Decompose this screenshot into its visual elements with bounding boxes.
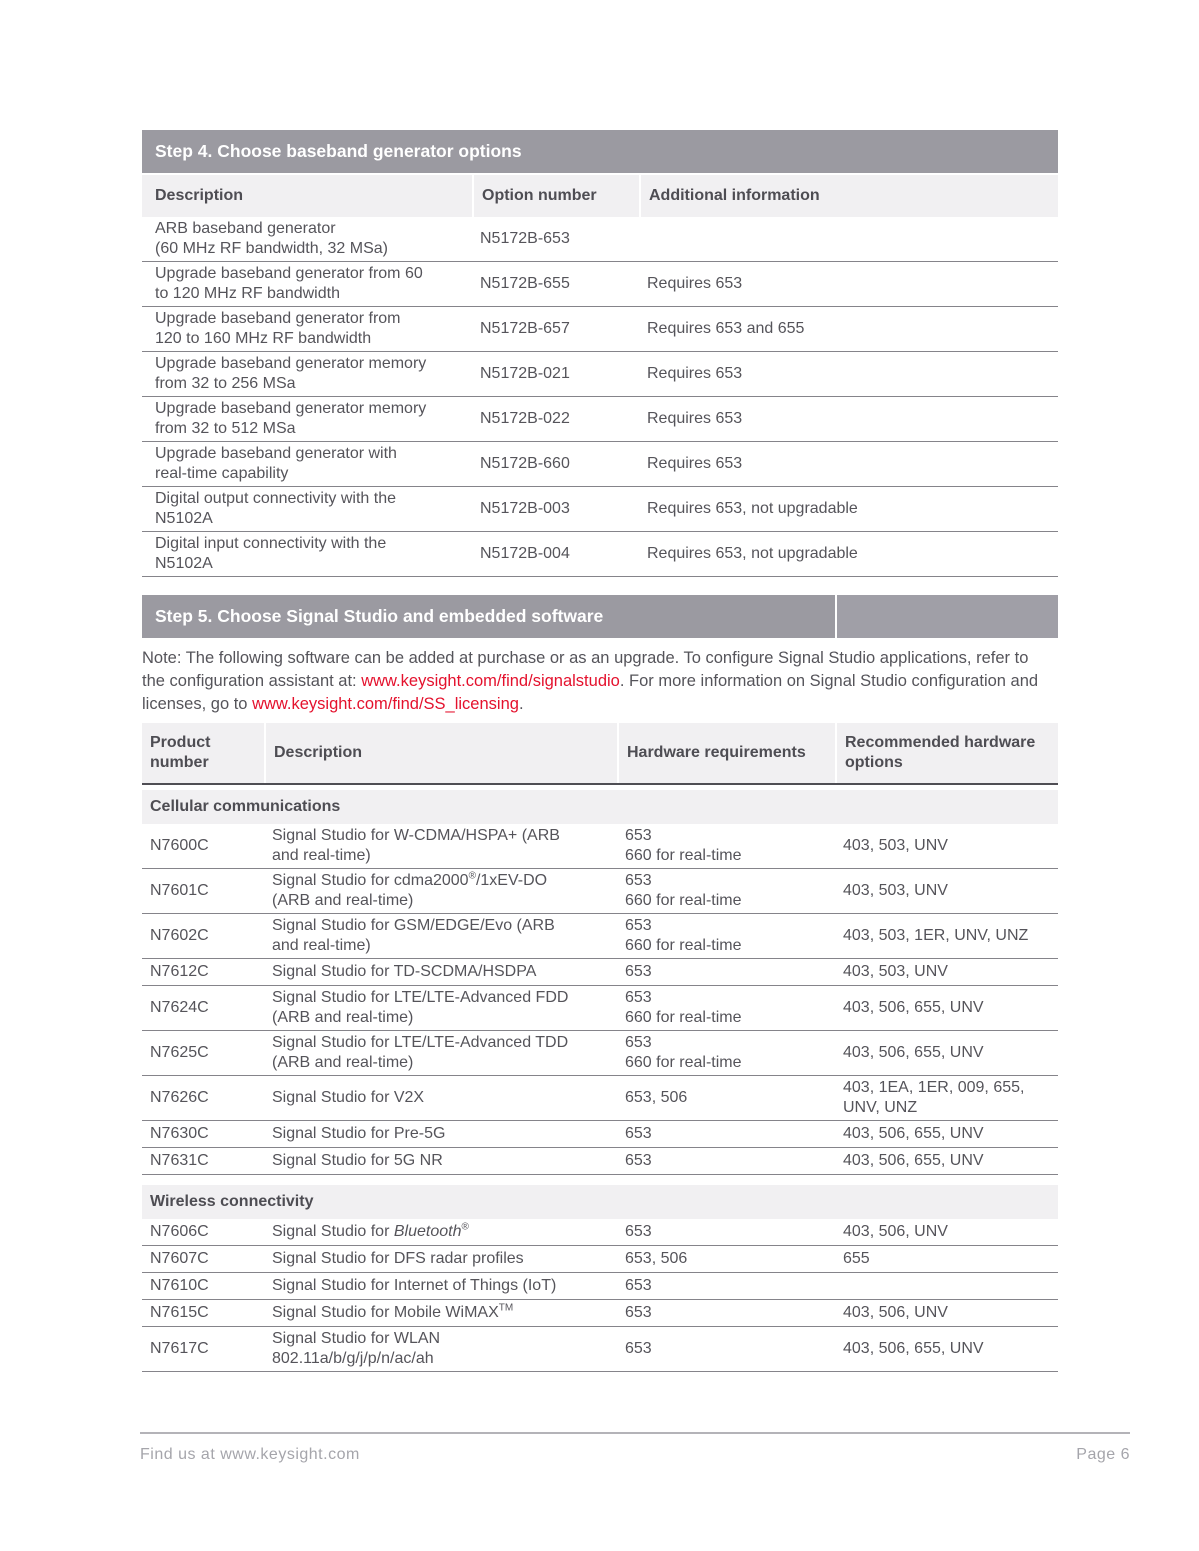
- cell-description: Signal Studio for cdma2000®/1xEV-DO (ARB and real-time): [272, 870, 548, 909]
- cell-hardware-requirements: 653 660 for real-time: [625, 917, 742, 954]
- table-row: [142, 487, 1058, 532]
- table-row: [142, 442, 1058, 487]
- table-row: [142, 1246, 1058, 1273]
- cell-additional-information: Requires 653: [647, 365, 743, 382]
- cell-option-number: N5172B-004: [480, 545, 570, 562]
- step4-table-body: [142, 217, 1058, 577]
- cell-hardware-requirements: 653: [625, 1152, 652, 1169]
- table-row: [142, 397, 1058, 442]
- cell-description: Signal Studio for W-CDMA/HSPA+ (ARB and real-time): [272, 827, 560, 864]
- step5-table-body: [142, 790, 1058, 1372]
- cell-product-number: N7602C: [150, 927, 209, 944]
- cell-description: Signal Studio for Pre-5G: [272, 1125, 446, 1142]
- cell-description: Signal Studio for LTE/LTE-Advanced FDD (ARB and real-time): [272, 989, 569, 1026]
- cell-description: Upgrade baseband generator memory from 32 to 512 MSa: [155, 400, 427, 437]
- cell-additional-information: Requires 653, not upgradable: [647, 500, 858, 517]
- step4-title-bar: [142, 130, 1058, 173]
- table-row: [142, 1121, 1058, 1148]
- cell-description: Digital output connectivity with the N5102A: [155, 490, 397, 527]
- table-row: [142, 869, 1058, 914]
- table-row: [142, 307, 1058, 352]
- column-header-hardware-requirements: Hardware requirements: [617, 723, 835, 783]
- footer-find-us-text: Find us at www.keysight.com: [140, 1446, 360, 1463]
- cell-recommended-options: 403, 503, UNV: [843, 882, 948, 899]
- step4-column-header-row: [142, 175, 1058, 217]
- cell-description: Upgrade baseband generator memory from 32 to 256 MSa: [155, 355, 427, 392]
- cell-additional-information: Requires 653, not upgradable: [647, 545, 858, 562]
- cell-option-number: N5172B-657: [480, 320, 570, 337]
- cell-product-number: N7615C: [150, 1304, 209, 1321]
- table-row: [142, 1031, 1058, 1076]
- column-header-description: Description: [142, 175, 472, 217]
- cell-description: Signal Studio for DFS radar profiles: [272, 1250, 524, 1267]
- table-row: [142, 1076, 1058, 1121]
- cell-product-number: N7625C: [150, 1044, 209, 1061]
- column-header-product-number: Product number: [142, 723, 264, 783]
- cell-product-number: N7631C: [150, 1152, 209, 1169]
- note-text: . For more information on Signal Studio configuration and licenses, go to: [142, 672, 1039, 713]
- table-row: [142, 1327, 1058, 1372]
- table-row: [142, 262, 1058, 307]
- cell-hardware-requirements: 653 660 for real-time: [625, 827, 742, 864]
- cell-product-number: N7626C: [150, 1089, 209, 1106]
- cell-hardware-requirements: 653, 506: [625, 1250, 688, 1267]
- cell-recommended-options: 403, 506, UNV: [843, 1304, 948, 1321]
- cell-description: Signal Studio for WLAN 802.11a/b/g/j/p/n/ac/ah: [272, 1330, 441, 1367]
- note-text: .: [518, 695, 524, 713]
- cell-hardware-requirements: 653: [625, 963, 652, 980]
- cell-additional-information: [639, 237, 1058, 241]
- cell-description: Upgrade baseband generator with real-time capability: [155, 445, 397, 482]
- cell-description: ARB baseband generator (60 MHz RF bandwidth, 32 MSa): [155, 220, 388, 257]
- cell-additional-information: Requires 653: [647, 275, 743, 292]
- cell-recommended-options: 403, 503, UNV: [843, 963, 948, 980]
- cell-description: Upgrade baseband generator from 60 to 120 MHz RF bandwidth: [155, 265, 423, 302]
- table-row: [142, 352, 1058, 397]
- cell-product-number: N7630C: [150, 1125, 209, 1142]
- cell-option-number: N5172B-653: [480, 230, 570, 247]
- table-row: [142, 1219, 1058, 1246]
- table-row: [142, 1300, 1058, 1327]
- cell-product-number: N7606C: [150, 1223, 209, 1240]
- column-header-option-number: Option number: [472, 175, 639, 217]
- cell-recommended-options: 403, 506, 655, UNV: [843, 1340, 984, 1357]
- cell-product-number: N7617C: [150, 1340, 209, 1357]
- cell-option-number: N5172B-021: [480, 365, 570, 382]
- note-text: Note: The following software can be added at purchase or as an upgrade. To configure Signal Studio applications, refer to the configuration assistant at:: [142, 649, 1029, 690]
- cell-description: Signal Studio for Internet of Things (IoT): [272, 1277, 557, 1294]
- cell-product-number: N7624C: [150, 999, 209, 1016]
- cell-product-number: N7601C: [150, 882, 209, 899]
- cell-option-number: N5172B-003: [480, 500, 570, 517]
- cell-additional-information: Requires 653: [647, 410, 743, 427]
- cell-product-number: N7607C: [150, 1250, 209, 1267]
- cell-hardware-requirements: 653 660 for real-time: [625, 1034, 742, 1071]
- page-footer: [140, 1432, 1130, 1464]
- footer-page-number: Page 6: [1076, 1446, 1130, 1463]
- column-header-description: Description: [264, 723, 617, 783]
- cell-recommended-options: 655: [843, 1250, 870, 1267]
- cell-product-number: N7600C: [150, 837, 209, 854]
- cell-product-number: N7612C: [150, 963, 209, 980]
- cell-recommended-options: 403, 506, 655, UNV: [843, 1044, 984, 1061]
- section-label-cellular-communications: Cellular communications: [142, 790, 1058, 824]
- cell-hardware-requirements: 653: [625, 1340, 652, 1357]
- cell-hardware-requirements: 653: [625, 1304, 652, 1321]
- cell-option-number: N5172B-660: [480, 455, 570, 472]
- section-label-wireless-connectivity: Wireless connectivity: [142, 1185, 1058, 1219]
- cell-recommended-options: 403, 506, UNV: [843, 1223, 948, 1240]
- step4-section: [142, 130, 1058, 577]
- cell-recommended-options: 403, 506, 655, UNV: [843, 1125, 984, 1142]
- cell-description: Signal Studio for LTE/LTE-Advanced TDD (ARB and real-time): [272, 1034, 569, 1071]
- step5-note: [142, 647, 1054, 716]
- cell-recommended-options: 403, 506, 655, UNV: [843, 999, 984, 1016]
- step4-title: Step 4. Choose baseband generator options: [155, 141, 522, 161]
- cell-hardware-requirements: 653: [625, 1223, 652, 1240]
- cell-description: Signal Studio for Bluetooth®: [272, 1221, 469, 1240]
- table-row: [142, 532, 1058, 577]
- cell-option-number: N5172B-655: [480, 275, 570, 292]
- ss-licensing-link[interactable]: www.keysight.com/find/SS_licensing: [252, 695, 519, 713]
- cell-additional-information: Requires 653 and 655: [647, 320, 805, 337]
- cell-hardware-requirements: 653 660 for real-time: [625, 989, 742, 1026]
- cell-recommended-options: 403, 503, 1ER, UNV, UNZ: [843, 927, 1029, 944]
- cell-recommended-options: 403, 1EA, 1ER, 009, 655, UNV, UNZ: [843, 1079, 1025, 1116]
- cell-recommended-options: [835, 1284, 1058, 1288]
- table-row: [142, 217, 1058, 262]
- cell-description: Signal Studio for Mobile WiMAX™: [272, 1302, 514, 1321]
- signalstudio-link[interactable]: www.keysight.com/find/signalstudio: [361, 672, 620, 690]
- cell-option-number: N5172B-022: [480, 410, 570, 427]
- table-row: [142, 1273, 1058, 1300]
- step5-title-bar-end-segment: [835, 595, 1058, 638]
- cell-product-number: N7610C: [150, 1277, 209, 1294]
- cell-hardware-requirements: 653: [625, 1277, 652, 1294]
- cell-recommended-options: 403, 506, 655, UNV: [843, 1152, 984, 1169]
- cell-description: Signal Studio for TD-SCDMA/HSDPA: [272, 963, 537, 980]
- step5-column-header-row: [142, 723, 1058, 785]
- cell-hardware-requirements: 653 660 for real-time: [625, 872, 742, 909]
- cell-description: Signal Studio for V2X: [272, 1089, 425, 1106]
- table-row: [142, 824, 1058, 869]
- cell-hardware-requirements: 653, 506: [625, 1089, 688, 1106]
- table-row: [142, 914, 1058, 959]
- table-row: [142, 1148, 1058, 1175]
- table-row: [142, 959, 1058, 986]
- step5-section: [142, 595, 1058, 1372]
- cell-recommended-options: 403, 503, UNV: [843, 837, 948, 854]
- cell-hardware-requirements: 653: [625, 1125, 652, 1142]
- table-row: [142, 986, 1058, 1031]
- step5-title: Step 5. Choose Signal Studio and embedded software: [155, 606, 604, 626]
- column-header-recommended-options: Recommended hardware options: [835, 723, 1058, 783]
- cell-description: Upgrade baseband generator from 120 to 160 MHz RF bandwidth: [155, 310, 401, 347]
- cell-additional-information: Requires 653: [647, 455, 743, 472]
- cell-description: Signal Studio for GSM/EDGE/Evo (ARB and real-time): [272, 917, 555, 954]
- cell-description: Digital input connectivity with the N5102A: [155, 535, 387, 572]
- cell-description: Signal Studio for 5G NR: [272, 1152, 443, 1169]
- step5-title-bar: [142, 595, 1058, 638]
- column-header-additional-information: Additional information: [639, 175, 1058, 217]
